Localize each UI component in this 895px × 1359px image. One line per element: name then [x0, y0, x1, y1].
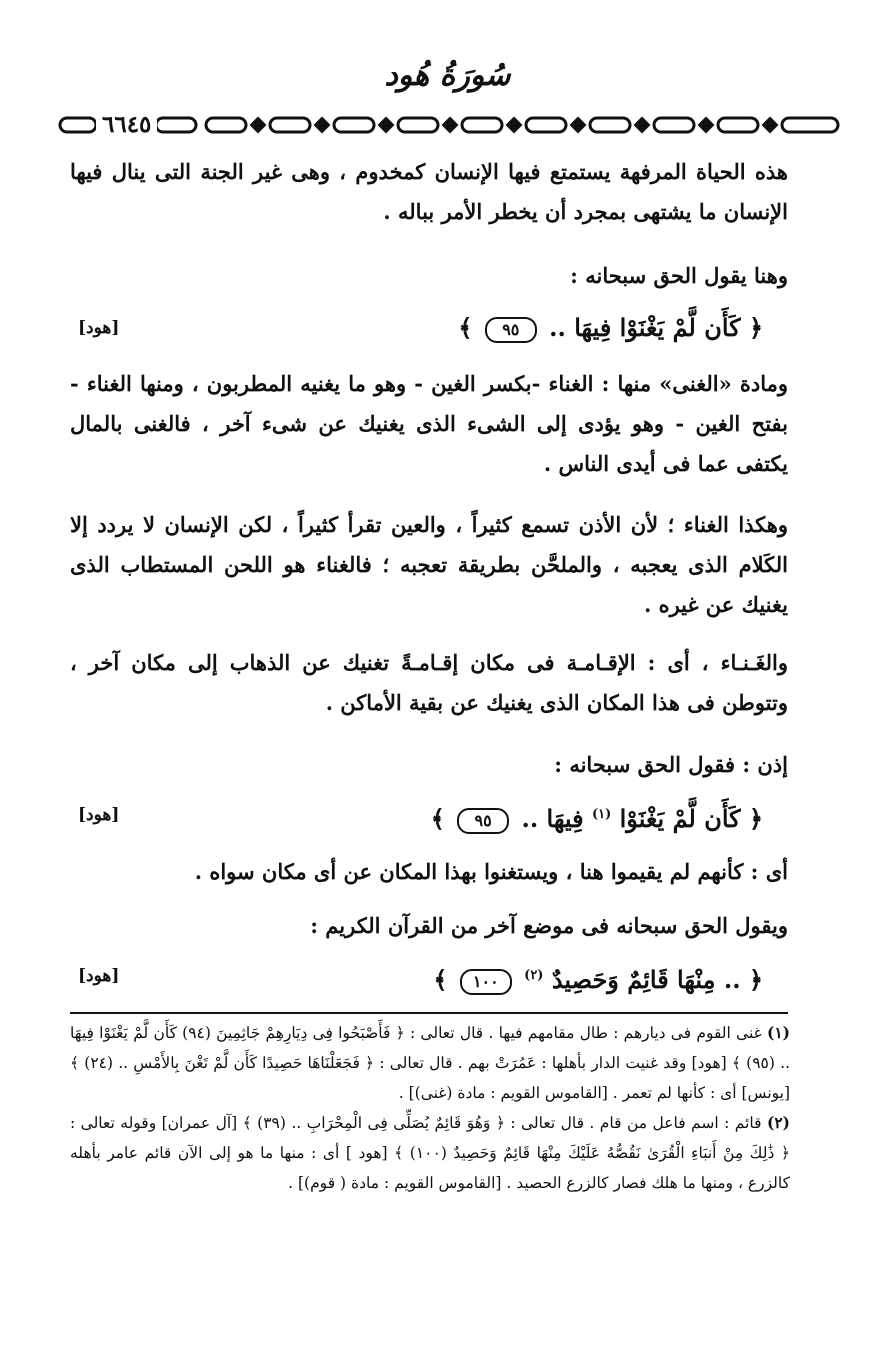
footnote-2: [70, 1108, 790, 1198]
footnote-marker: (١): [591, 807, 612, 822]
verse-number-badge: ٩٥: [457, 808, 509, 834]
quran-verse-2: [431, 797, 763, 837]
footnote-divider: [70, 1012, 788, 1014]
surah-reference: [هود]: [78, 966, 120, 986]
verse-open-bracket: ﴿: [748, 965, 763, 994]
surah-reference: [هود]: [78, 318, 120, 338]
footnote-text: غنى القوم فى ديارهم : طال مقامهم فيها . قال تعالى : ﴿ فَأَصْبَحُوا فِى دِيَارِهِمْ جَاثِمِينَ (٩٤) كَأَن لَّمْ يَغْنَوْا فِيهَا .. (٩٥) ﴾ [هود] وقد غنيت الدار بأهلها : عَمُرَتْ بهم . قال تعالى : ﴿ فَجَعَلْنَاهَا حَصِيدًا كَأَن لَّمْ تَغْنَ بِالأَمْسِ .. (٢٤) ﴾ [يونس] أى : كأنها لم تعمر . [القاموس القويم : مادة (غنى)] .: [70, 1024, 790, 1102]
paragraph-3: ومادة «الغنى» منها : الغناء -بكسر الغين - وهو ما يغنيه المطربون ، ومنها الغناء - بفتح الغين - وهو يؤدى إلى الشىء الذى يغنيك عن شىء آخر ، فالغنى بالمال يكتفى عما فى أيدى الناس .: [70, 371, 788, 476]
paragraph-1: هذه الحياة المرفهة يستمتع فيها الإنسان كمخدوم ، وهى غير الجنة التى ينال فيها الإنسان ما يشتهى بمجرد أن يخطر الأمر بباله .: [70, 159, 788, 224]
verse-close-bracket: ﴾: [433, 965, 448, 994]
footnotes-section: [70, 1018, 790, 1198]
paragraph-5: والغَـنـاء ، أى : الإقـامـة فى مكان إقـامـةً تغنيك عن الذهاب إلى مكان آخر ، وتتوطن فى هذا المكان الذى يغنيك عن بقية الأماكن .: [70, 650, 788, 715]
paragraph-8: ويقول الحق سبحانه فى موضع آخر من القرآن الكريم :: [310, 913, 788, 938]
verse-open-bracket: ﴿: [748, 804, 763, 833]
paragraph-6: إذن : فقول الحق سبحانه :: [554, 752, 788, 777]
verse-text: كَأَن لَّمْ يَغْنَوْا فِيهَا ..: [549, 313, 741, 342]
verse-text: فِيهَا ..: [521, 804, 584, 833]
paragraph-2: وهنا يقول الحق سبحانه :: [570, 263, 788, 288]
paragraph-7: أى : كأنهم لم يقيموا هنا ، ويستغنوا بهذا المكان عن أى مكان سواه .: [194, 859, 788, 884]
surah-reference: [هود]: [78, 805, 120, 825]
verse-text: كَأَن لَّمْ يَغْنَوْا: [619, 804, 741, 833]
footnote-marker: (٢): [524, 968, 544, 983]
footnote-1: [70, 1018, 790, 1108]
verse-close-bracket: ﴾: [430, 804, 445, 833]
quran-verse-3: [433, 958, 763, 998]
footnote-number: (٢): [766, 1113, 790, 1132]
verse-text: .. مِنْهَا قَائِمٌ وَحَصِيدٌ: [551, 965, 741, 994]
footnote-text: قائم : اسم فاعل من قام . قال تعالى : ﴿ وَهُوَ قَائِمٌ يُصَلِّى فِى الْمِحْرَابِ .. (٣٩) ﴾ [آل عمران] وقوله تعالى : ﴿ ذَٰلِكَ مِنْ أَنبَاءِ الْقُرَىٰ نَقُصُّهُ عَلَيْكَ مِنْهَا قَائِمٌ وَحَصِيدٌ (١٠٠) ﴾ [هود ] أى : منها ما هو إلى الآن قائم عامر بأهله كالزرع ، ومنها ما هلك فصار كالزرع الحصيد . [القاموس القويم : مادة ( قوم)] .: [70, 1114, 790, 1192]
quran-verse-1: [458, 310, 763, 346]
verse-open-bracket: ﴿: [748, 313, 763, 342]
page-number: ٦٦٤٥: [96, 112, 157, 138]
paragraph-4: وهكذا الغناء ؛ لأن الأذن تسمع كثيراً ، والعين تقرأ كثيراً ، لكن الإنسان لا يردد إلا الكَلام الذى يعجبه ، والملحَّن بطريقة تعجبه ؛ فالغناء هو اللحن المستطاب الذى يغنيك عن غيره .: [70, 512, 788, 617]
footnote-number: (١): [767, 1023, 791, 1042]
verse-close-bracket: ﴾: [458, 313, 473, 342]
verse-number-badge: ٩٥: [485, 317, 537, 343]
decorative-border: [56, 112, 846, 138]
surah-title: سُورَةُ هُود: [384, 58, 511, 93]
verse-number-badge: ١٠٠: [460, 969, 512, 995]
